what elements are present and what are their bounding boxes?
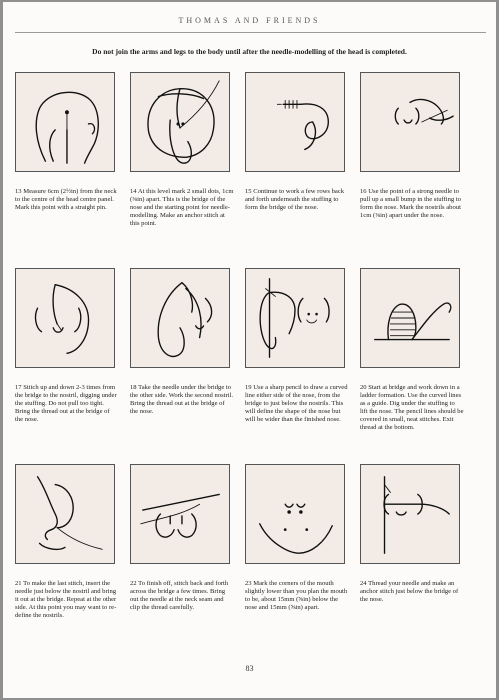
intro-instruction: Do not join the arms and legs to the body until after the needle-modelling of the head is completed.	[92, 47, 407, 56]
step-caption: 19 Use a sharp pencil to draw a curved line either side of the nose, from the bridge to just below the nostrils. This will define the shape of the nose but will be wider than the finished nose.	[245, 384, 348, 424]
step-caption: 22 To finish off, stitch back and forth across the bridge a few times. Bring out the needle at the neck seam and clip the thread carefully.	[130, 580, 229, 612]
ladder-stitch-nose-icon	[360, 268, 460, 368]
needle-nose-bridge-rows-icon	[245, 72, 345, 172]
finish-bridge-stitch-icon	[130, 464, 230, 564]
step-caption: 21 To make the last stitch, insert the needle just below the nostril and bring it out at the bridge. Repeat at the other side. At this point you may want to re-define the nostrils.	[15, 580, 117, 620]
second-nostril-loop-icon	[130, 268, 230, 368]
page-header: THOMAS AND FRIENDS	[178, 16, 321, 25]
step-caption: 13 Measure 6cm (2½in) from the neck to the centre of the head centre panel. Mark this point with a straight pin.	[15, 188, 117, 212]
profile-nose-thread-icon	[15, 464, 115, 564]
anchor-stitch-below-bridge-icon	[360, 464, 460, 564]
pencil-curved-lines-icon	[245, 268, 345, 368]
step-caption: 15 Continue to work a few rows back and forth underneath the stuffing to form the bridge of the nose.	[245, 188, 345, 212]
step-caption: 18 Take the needle under the bridge to the other side. Work the second nostril. Bring the thread out at the bridge of the nose.	[130, 384, 233, 416]
step-caption: 17 Stitch up and down 2-3 times from the bridge to the nostril, digging under the stuffing. Do not pull too tight. Bring the thread out at the bridge of the nose.	[15, 384, 117, 424]
mouth-smile-marks-icon	[245, 464, 345, 564]
header-rule	[15, 32, 486, 33]
page-number: 83	[245, 664, 254, 673]
nose-bump-with-needle-icon	[360, 72, 460, 172]
step-caption: 23 Mark the corners of the mouth slightly lower than you plan the mouth to be, about 15mm (⅝in) below the nose and 15mm (⅝in) apart.	[245, 580, 348, 612]
stitch-bridge-to-nostril-icon	[15, 268, 115, 368]
step-caption: 14 At this level mark 2 small dots, 1cm (⅜in) apart. This is the bridge of the nose and the starting point for needle-modelling. Make an anchor stitch at this point.	[130, 188, 234, 228]
step-caption: 16 Use the point of a strong needle to pull up a small bump in the stuffing to form the nose. Mark the nostrils about 1cm (⅜in) apart under the nose.	[360, 188, 461, 220]
step-caption: 20 Start at bridge and work down in a ladder formation. Use the curved lines as a guide. Dig under the stuffing to lift the nose. The pencil lines should be covered in small, neat stitches. Exit thread at the bottom.	[360, 384, 464, 432]
head-back-with-pin-icon	[15, 72, 115, 172]
book-page	[3, 2, 496, 698]
head-front-with-needle-icon	[130, 72, 230, 172]
step-caption: 24 Thread your needle and make an anchor stitch just below the bridge of the nose.	[360, 580, 459, 604]
